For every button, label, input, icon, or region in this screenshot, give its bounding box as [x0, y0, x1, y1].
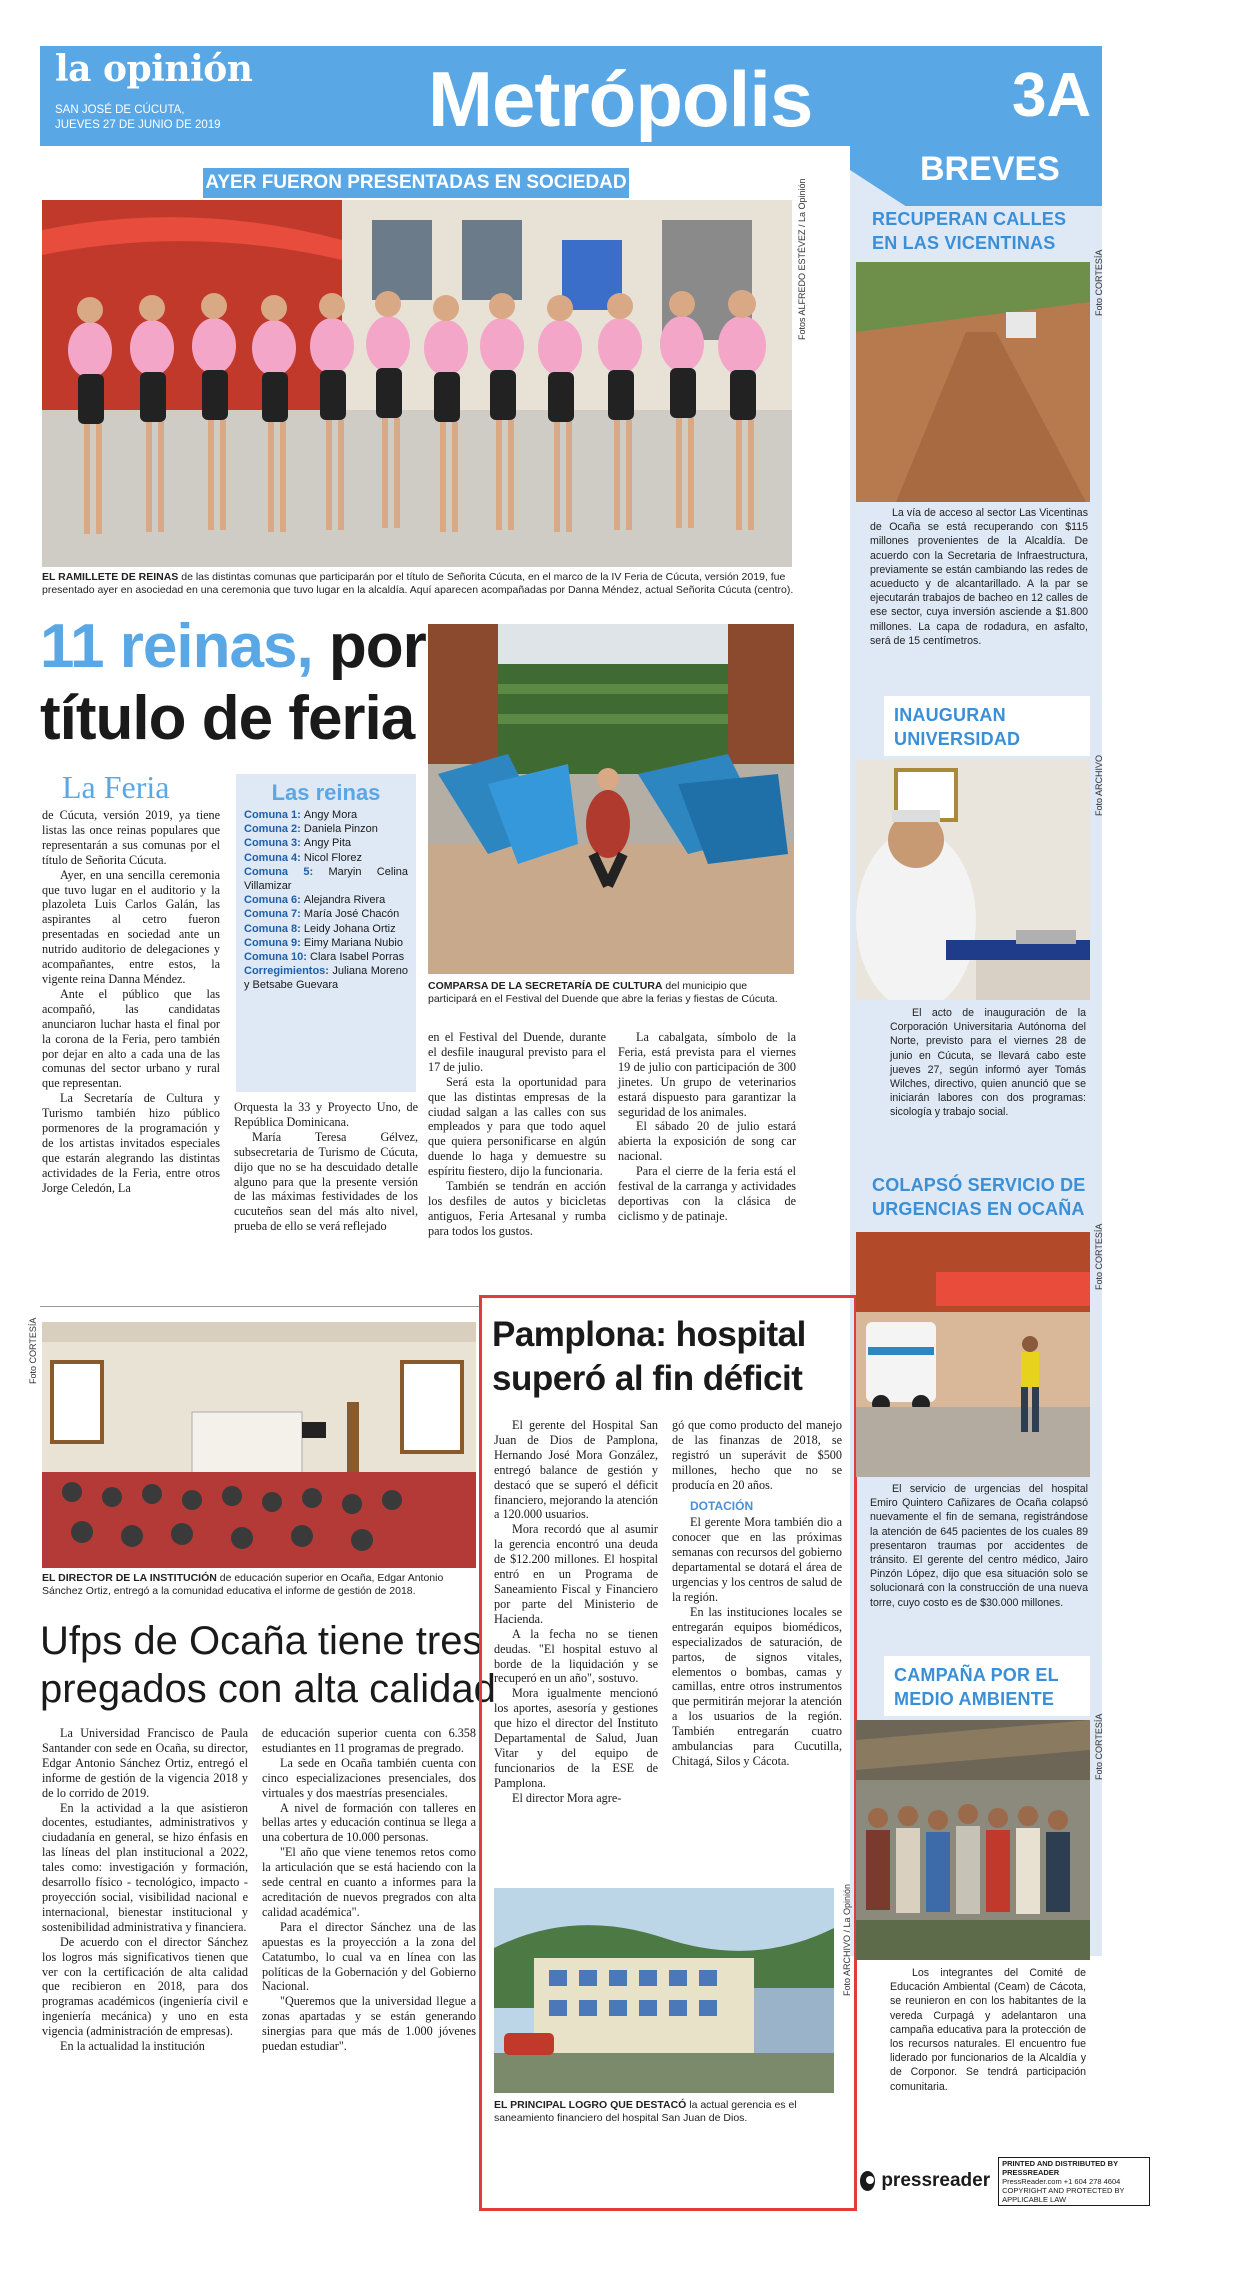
pressreader-legal	[998, 2157, 1150, 2206]
pamplona-subhead: DOTACIÓN	[690, 1498, 754, 1513]
ufps-caption-text: de educación superior en Ocaña, Edgar Antonio Sánchez Ortiz, entregó a la comunidad educativa el informe de gestión de 2018.	[42, 1572, 444, 1597]
lead-kicker: AYER FUERON PRESENTADAS EN SOCIEDAD	[203, 168, 629, 198]
reina-name: Juliana Moreno y Betsabe Guevara	[244, 965, 409, 992]
lead-col4-p2: Para el cierre de la feria está el festival de la carranga y actividades deportivas con la clásica de ciclismo y de patinaje.	[618, 1164, 796, 1223]
comparsa-photo	[428, 624, 794, 974]
pamplona-caption-bold: EL PRINCIPAL LOGRO QUE DESTACÓ	[494, 2099, 687, 2111]
queens-photo	[42, 200, 792, 567]
lead-col4	[618, 1030, 796, 1224]
lead-col3-p1: Será esta la oportunidad para que las distintas empresas de la ciudad salgan a las calles con sus empleados y para que todo aquel que quiera personificarse en algún duende lo haga y demuestre su espíritu fiestero, dijo la funcionaria.	[428, 1074, 606, 1179]
breve3-title-line2: URGENCIAS EN OCAÑA	[872, 1199, 1085, 1219]
pamplona-photo-credit: Foto ARCHIVO / La Opinión	[842, 1883, 852, 1996]
reina-comuna: Comuna 6:	[244, 894, 304, 907]
lead-col3	[428, 1030, 606, 1239]
reina-item	[244, 865, 408, 893]
lead-headline-blue: 11 reinas,	[40, 612, 313, 681]
ufps-col1-p1: En la actividad a la que asistieron docentes, estudiantes, administrativos y ciudadanía en general, se hizo énfasis en las líneas del plan institucional a 2022, tales como: investigación y formación, desarrollo físico - tecnológico, impacto - proyección social, visibilidad nacional e internacional, bienestar institucional y sostenibilidad administrativa y financiera.	[42, 1800, 248, 1934]
pressreader-logo-icon	[860, 2171, 875, 2191]
breve1-credit: Foto CORTESÍA	[1094, 249, 1104, 316]
reina-item	[244, 836, 408, 850]
breve1-title-line2: EN LAS VICENTINAS	[872, 233, 1056, 253]
queens-caption-bold: EL RAMILLETE DE REINAS	[42, 571, 179, 583]
breve1-text-p: La vía de acceso al sector Las Vicentinas de Ocaña se está recuperando con $115 millones provenientes de la Alcaldía. De acuerdo con la Secretaria de Infraestructura, previamente se están cambiando las redes de acueducto y de alcantarillado. A la par se ejecutarán trabajos de bacheo en 12 calles de ese sector, cuya inversión asciende a $1.800 millones. La capa de rodadura, en asfalto, será de 15 centímetros.	[870, 507, 1088, 647]
reina-item	[244, 893, 408, 907]
ufps-col1-p2: De acuerdo con el director Sánchez los logros más significativos tienen que ver con la certificación de alta calidad que recibieron en 2018, para dos programas académicos (ingeniería civil e ingeniería mecánica) y uno en esta vigencia (administración de empresas).	[42, 1934, 248, 2039]
ufps-col1	[42, 1726, 248, 2054]
reina-comuna: Corregimientos:	[244, 965, 333, 978]
lead-headline-line1	[40, 612, 426, 682]
pamplona-col1-p0: El gerente del Hospital San Juan de Dios de Pamplona, Hernando José Mora González, entregó balance de gestión y destacó que se superó el déficit financiero, mejorando la atención a 120.000 usuarios.	[494, 1418, 658, 1522]
ufps-col1-p0: La Universidad Francisco de Paula Santander con sede en Ocaña, su director, Edgar Antonio Sánchez Ortiz, entregó el informe de gestión de la vigencia 2018 y de lo corrido de 2019.	[42, 1726, 248, 1800]
breve2-photo	[856, 760, 1090, 1000]
ufps-photo-credit: Foto CORTESÍA	[28, 1317, 38, 1384]
lead-col1-p0: de Cúcuta, versión 2019, ya tiene listas las once reinas populares que representarán a sus comunas por el título de Señorita Cúcuta.	[42, 808, 220, 867]
breve1-title-line1: RECUPERAN CALLES	[872, 209, 1067, 229]
reina-item	[244, 808, 408, 822]
reinas-box	[236, 774, 416, 1092]
breve1-photo	[856, 262, 1090, 502]
page-number: 3A	[1012, 61, 1092, 130]
lead-col4-p1: El sábado 20 de julio estará abierta la exposición de song car nacional.	[618, 1119, 796, 1164]
reina-name: Daniela Pinzon	[303, 823, 378, 836]
comparsa-caption	[428, 980, 794, 1006]
ufps-caption-bold: EL DIRECTOR DE LA INSTITUCIÓN	[42, 1572, 217, 1584]
lead-col3-p0: en el Festival del Duende, durante el desfile inaugural previsto para el 17 de julio.	[428, 1030, 606, 1074]
lead-col1-p1: Ayer, en una sencilla ceremonia que tuvo lugar en el auditorio y la plazoleta Luis Carlos Galán, las aspirantes al cetro fueron presentadas en sociedad ante un nutrido auditorio de delegaciones y acompañantes, entre estos, la vigente reina Danna Méndez.	[42, 867, 220, 986]
pamplona-col1-p4: El director Mora agre-	[512, 1790, 622, 1805]
masthead-date: JUEVES 27 DE JUNIO DE 2019	[55, 119, 221, 131]
breve2-credit: Foto ARCHIVO	[1094, 754, 1104, 816]
reina-name: Eimy Mariana Nubio	[303, 936, 403, 949]
reina-name: Nicol Florez	[303, 851, 362, 864]
reina-item	[244, 950, 408, 964]
comparsa-caption-bold: COMPARSA DE LA SECRETARÍA DE CULTURA	[428, 980, 663, 992]
lead-col4-p0: La cabalgata, símbolo de la Feria, está prevista para el viernes 19 de julio con participación de 300 jinetes. Un grupo de veterinarios estará dispuesto para garantizar la seguridad de los animales.	[618, 1030, 796, 1119]
breve3-text	[870, 1482, 1088, 1610]
pamplona-caption	[494, 2099, 838, 2125]
ufps-col2-p0: de educación superior cuenta con 6.358 estudiantes en 11 programas de pregrado.	[262, 1726, 476, 1755]
logo: la opinión	[55, 48, 253, 90]
ufps-col2-p2: A nivel de formación con talleres en bellas artes y educación continua se llega a una cobertura de 10.000 personas.	[262, 1800, 476, 1845]
reina-name: Angy Pita	[303, 837, 351, 850]
lead-col1-p2: Ante el público que las acompañó, las candidatas anunciaron luchar hasta el final por la corona de la Feria, pero también por dejar en alto a cada una de las comunas del sector urbano y rural que representan.	[42, 986, 220, 1091]
breve4-title-line1: CAMPAÑA POR EL	[894, 1665, 1059, 1685]
pamplona-col2	[672, 1418, 842, 1769]
comparsa-caption-text: del municipio que participará en el Festival del Duende que abre la ferias y fiestas de Cúcuta.	[428, 980, 778, 1005]
reina-name: Leidy Johana Ortiz	[303, 922, 396, 935]
lead-dropcap: La Feria	[62, 769, 170, 805]
reina-comuna: Comuna 9:	[244, 936, 304, 949]
reina-name: Maryin Celina Villamizar	[244, 865, 408, 893]
breves-title: BREVES	[920, 150, 1060, 188]
pamplona-col1-p2: A la fecha no se tienen deudas. "El hospital estuvo al borde de la liquidación y se recuperó en un año", sostuvo.	[494, 1626, 658, 1686]
breve3-title-line1: COLAPSÓ SERVICIO DE	[872, 1175, 1086, 1195]
masthead-location: SAN JOSÉ DE CÚCUTA,	[55, 104, 185, 116]
reina-item	[244, 922, 408, 936]
pressreader-badge	[860, 2158, 1150, 2204]
reina-item	[244, 822, 408, 836]
reina-comuna: Comuna 4:	[244, 851, 304, 864]
breve4-title-line2: MEDIO AMBIENTE	[894, 1689, 1055, 1709]
breve3-credit: Foto CORTESÍA	[1094, 1223, 1104, 1290]
ufps-col2	[262, 1726, 476, 2054]
pamplona-caption-text: la actual gerencia es el saneamiento financiero del hospital San Juan de Dios.	[494, 2099, 797, 2124]
reina-comuna: Comuna 1:	[244, 809, 304, 821]
breve4-credit: Foto CORTESÍA	[1094, 1713, 1104, 1780]
lead-col2	[234, 1100, 418, 1234]
queens-caption	[42, 571, 794, 597]
reina-comuna: Comuna 8:	[244, 922, 304, 935]
reina-item	[244, 851, 408, 865]
reina-comuna: Comuna 3:	[244, 837, 304, 850]
reinas-list	[244, 808, 408, 993]
reina-item	[244, 936, 408, 950]
pamplona-headline-line1: Pamplona: hospital	[492, 1315, 806, 1354]
pamplona-photo	[494, 1888, 834, 2093]
ufps-col2-p5: "Queremos que la universidad llegue a zonas apartadas y se están generando sinergias para que más de 1.000 jóvenes puedan estudiar".	[262, 1994, 476, 2054]
pamplona-col1-p3: Mora igualmente mencionó los aportes, asesoría y gestiones que hizo el director del Instituto Departamental de Salud, Juan Vitar y del equipo de funcionarios de la ESE de Pamplona.	[494, 1686, 658, 1790]
pamplona-headline-line2: superó al fin déficit	[492, 1359, 803, 1398]
reina-name: Alejandra Rivera	[303, 894, 386, 907]
reina-name: Clara Isabel Porras	[310, 951, 405, 964]
pressreader-brand: pressreader	[881, 2170, 991, 2191]
ufps-caption	[42, 1572, 478, 1598]
reina-item	[244, 907, 408, 921]
reina-comuna: Comuna 10:	[244, 951, 311, 964]
reina-name: Angy Mora	[303, 809, 358, 821]
pamplona-col2-a: gó que como producto del manejo de las finanzas de 2018, se registró un superávit de $500 millones, hecho que no se producía en 20 años.	[672, 1418, 842, 1492]
ufps-headline-line1: Ufps de Ocaña tiene tres	[40, 1619, 483, 1663]
ufps-headline-line2: pregados con alta calidad	[40, 1667, 496, 1711]
queens-photo-credit: Fotos ALFREDO ESTÉVEZ / La Opinión	[797, 178, 807, 340]
breve2-title-line2: UNIVERSIDAD	[894, 729, 1021, 749]
pressreader-line3: COPYRIGHT AND PROTECTED BY APPLICABLE LAW	[1002, 2185, 1125, 2204]
pressreader-line1: PRINTED AND DISTRIBUTED BY PRESSREADER	[1002, 2158, 1118, 2177]
pamplona-col1	[494, 1418, 658, 1806]
breve4-text-p: Los integrantes del Comité de Educación Ambiental (Ceam) de Cácota, se reunieron en con los habitantes de la vereda Curpagá y adelantaron una campaña educativa para la protección de los recursos naturales. El encuentro fue liderado por funcionarios de la Alcaldía y de Corponor. Se tendrá participación comunitaria.	[890, 1967, 1086, 2093]
lead-col2-p1: María Teresa Gélvez, subsecretaria de Turismo de Cúcuta, dijo que no se ha descuidado detalle alguno para que la presente versión de las máximas festividades de los cucuteños sean del más alto nivel, prueba de ello se verá reflejado	[234, 1129, 418, 1234]
pamplona-col2-p0: El gerente Mora también dio a conocer que en las próximas semanas con recursos del gobierno departamental se dotará el área de urgencias y los centros de salud de la región.	[672, 1515, 842, 1604]
reina-item	[244, 964, 408, 992]
pamplona-col1-p1: Mora recordó que al asumir la gerencia encontró una deuda de $12.200 millones. El hospital entró en un Programa de Saneamiento Fiscal y Financiero por parte del Ministerio de Hacienda.	[494, 1522, 658, 1626]
reina-comuna: Comuna 5:	[244, 865, 329, 878]
breve2-text-p: El acto de inauguración de la Corporación Universitaria Autónoma del Norte, previsto para el viernes 28 de junio en Cúcuta, se llevará cabo este jueves 27, según informó ayer Tomás Wilches, directivo, quien anunció que se iniciarán labores con dos programas: sicología y trabajo social.	[890, 1007, 1086, 1119]
reina-comuna: Comuna 7:	[244, 908, 304, 921]
ufps-col2-p1: La sede en Ocaña también cuenta con cinco especializaciones presenciales, dos virtuales y dos maestrías presenciales.	[262, 1755, 476, 1800]
ufps-col1-p3: En la actualidad la institución	[60, 2039, 205, 2054]
breve3-text-p: El servicio de urgencias del hospital Emiro Quintero Cañizares de Ocaña colapsó nuevamente el fin de semana, registrándose la atención de 645 pacientes de los cuales 89 presentaron traumas por accidentes de tránsito. El gerente del centro médico, Jairo Pinzón López, dijo que esa situación solo se solucionará con la construcción de una nueva torre, cuyo costo es de $30.000 millones.	[870, 1483, 1088, 1609]
lead-headline-black1: por	[312, 612, 426, 681]
ufps-col2-p3: "El año que viene tenemos retos como la articulación que se está haciendo con la sede central en cuanto a informes para la acreditación de nuevos pregrados con alta calidad académica".	[262, 1845, 476, 1919]
lead-headline-line2: título de feria	[40, 684, 415, 753]
breve4-photo	[856, 1720, 1090, 1960]
breve3-photo	[856, 1232, 1090, 1477]
breve2-text	[890, 1006, 1086, 1120]
section-title: Metrópolis	[428, 55, 813, 143]
ufps-col2-p4: Para el director Sánchez una de las apuestas es la proyección a la zona del Catatumbo, lo cual va en línea con las políticas de la Gobernación y del Gobierno Nacional.	[262, 1919, 476, 1994]
pamplona-col2-p1: En las instituciones locales se entregarán equipos biomédicos, especializados de saturación, de partos, de signos vitales, elementos o bombas, camas y camillas, entre otros instrumentos que permitirán mejorar la atención a los usuarios de la región. También entregarán cuatro ambulancias para Cucutilla, Chitagá, Silos y Cácota.	[672, 1604, 842, 1768]
breve1-text	[870, 506, 1088, 648]
breve2-title-line1: INAUGURAN	[894, 705, 1006, 725]
lead-col2-p0: Orquesta la 33 y Proyecto Uno, de República Dominicana.	[234, 1100, 418, 1129]
breve4-text	[890, 1966, 1086, 2094]
reina-name: María José Chacón	[303, 908, 400, 921]
queens-caption-text: de las distintas comunas que participarán por el título de Señorita Cúcuta, en el marco de la IV Feria de Cúcuta, versión 2019, fue presentado ayer en asociedad en una ceremonia que tuvo lugar en la alcaldía. Aquí aparecen acompañadas por Danna Méndez, actual Señorita Cúcuta (centro).	[42, 571, 794, 596]
lead-col1	[42, 808, 220, 1196]
lead-col1-p3: La Secretaría de Cultura y Turismo también hizo público pormenores de la programación y de los artistas invitados especiales que estarán alegrando las distintas actividades de la Feria, entre otros Jorge Celedón, La	[42, 1091, 220, 1195]
ufps-photo	[42, 1322, 476, 1568]
reinas-title: Las reinas	[271, 780, 381, 805]
lead-col3-p2: También se tendrán en acción los desfiles de autos y bicicletas antiguos, Feria Artesanal y rumba para todos los gustos.	[428, 1179, 606, 1238]
pressreader-line2: PressReader.com +1 604 278 4604	[1002, 2176, 1121, 2186]
reina-comuna: Comuna 2:	[244, 823, 304, 836]
section-divider	[40, 1306, 480, 1307]
